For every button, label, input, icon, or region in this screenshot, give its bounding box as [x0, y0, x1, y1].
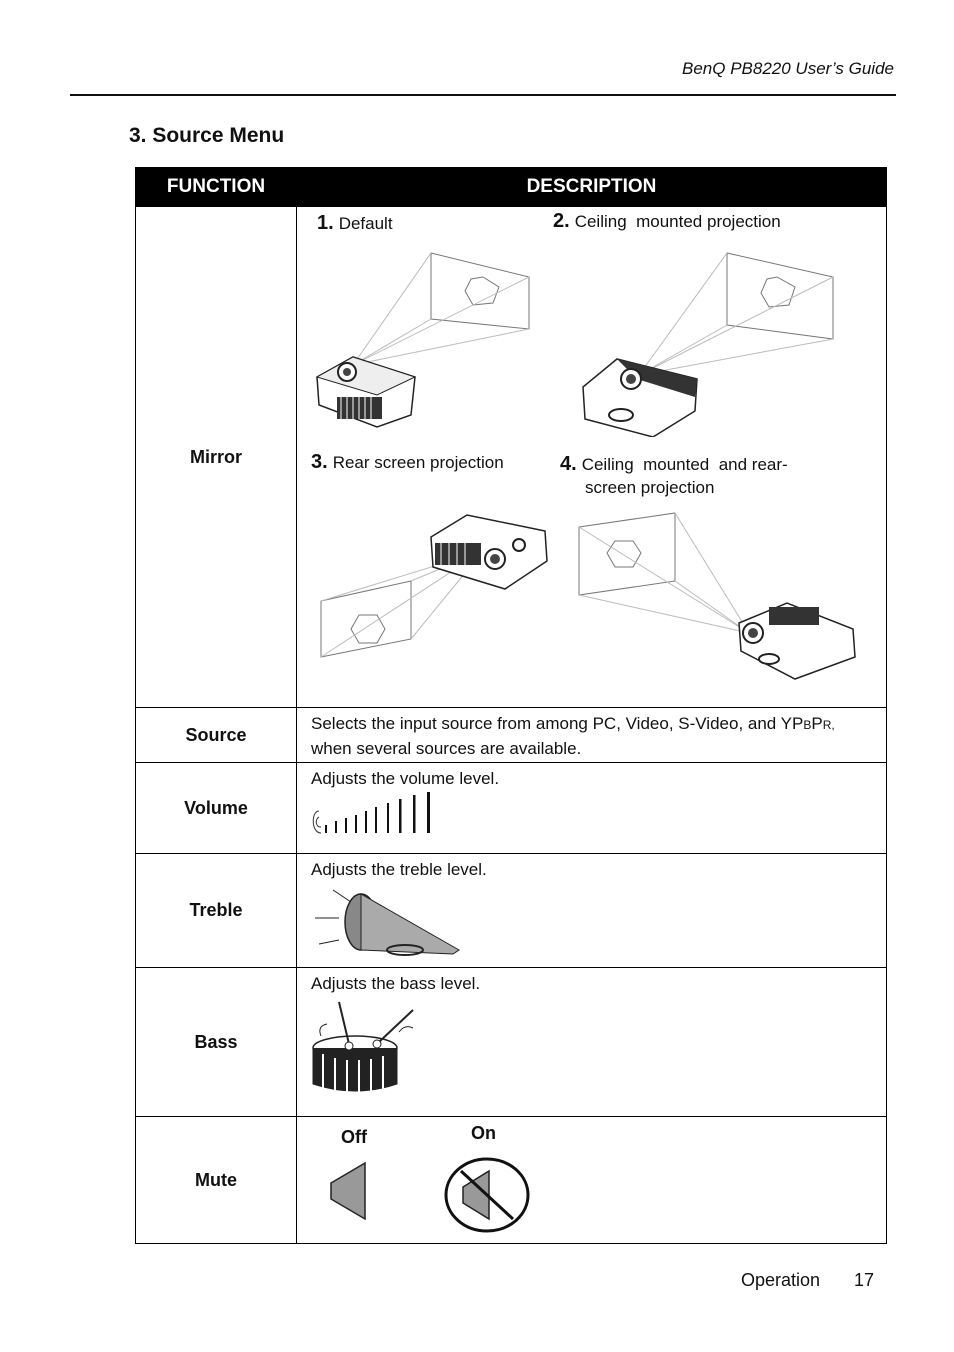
- description-cell-mute: [297, 1117, 887, 1244]
- horn-icon: [311, 882, 471, 962]
- table-row-mute: [136, 1117, 887, 1244]
- table-row-source: [136, 708, 887, 763]
- function-cell-source: Source: [136, 708, 297, 763]
- projector-icon: [583, 359, 697, 437]
- header-title: BenQ PB8220 User’s Guide: [682, 59, 894, 78]
- ceiling-rear-projection-diagram: [573, 507, 863, 697]
- projector-icon: [317, 357, 415, 427]
- function-header: FUNCTION: [136, 168, 297, 207]
- section-title: 3. Source Menu: [129, 124, 285, 147]
- table-row-volume: [136, 763, 887, 854]
- header-rule: [70, 94, 896, 96]
- volume-bars-icon: [309, 791, 449, 841]
- function-cell-bass: Bass: [136, 968, 297, 1117]
- function-cell-mute: Mute: [136, 1117, 297, 1244]
- description-cell-mirror: [297, 207, 887, 708]
- mirror-option-rear: 3. Rear screen projection: [311, 451, 504, 473]
- description-cell-bass: [297, 968, 887, 1117]
- source-description: Selects the input source from among PC, Video, S-Video, and YPBPR, when several sources are available.: [311, 714, 835, 758]
- function-cell-mirror: Mirror: [136, 207, 297, 708]
- default-projection-diagram: [307, 247, 537, 437]
- page-number: 17: [854, 1270, 875, 1290]
- bass-description: Adjusts the bass level.: [311, 974, 481, 993]
- mute-off-label: Off: [341, 1127, 367, 1147]
- function-cell-treble: Treble: [136, 854, 297, 968]
- volume-description: Adjusts the volume level.: [311, 769, 500, 788]
- table-row-bass: [136, 968, 887, 1117]
- description-cell-treble: [297, 854, 887, 968]
- mirror-option-ceiling: 2. Ceiling mounted projection: [553, 210, 781, 232]
- projector-icon: [739, 603, 855, 679]
- table-row-mirror: [136, 207, 887, 708]
- speaker-muted-icon: [443, 1157, 531, 1235]
- source-menu-table: [135, 167, 887, 1244]
- drum-icon: [309, 996, 439, 1096]
- ceiling-projection-diagram: [577, 247, 847, 437]
- projector-icon: [431, 515, 547, 589]
- rear-projection-diagram: [307, 497, 557, 697]
- function-cell-volume: Volume: [136, 763, 297, 854]
- mirror-option-ceiling-rear: 4. Ceiling mounted and rear- screen projection: [560, 453, 788, 497]
- table-header-row: [136, 168, 887, 207]
- treble-description: Adjusts the treble level.: [311, 860, 487, 879]
- description-header: DESCRIPTION: [297, 168, 887, 207]
- speaker-icon: [329, 1161, 369, 1221]
- footer-section: Operation: [741, 1270, 821, 1290]
- description-cell-source: [297, 708, 887, 763]
- table-row-treble: [136, 854, 887, 968]
- mirror-option-default: 1. Default: [317, 212, 393, 234]
- description-cell-volume: [297, 763, 887, 854]
- mute-on-label: On: [471, 1123, 496, 1143]
